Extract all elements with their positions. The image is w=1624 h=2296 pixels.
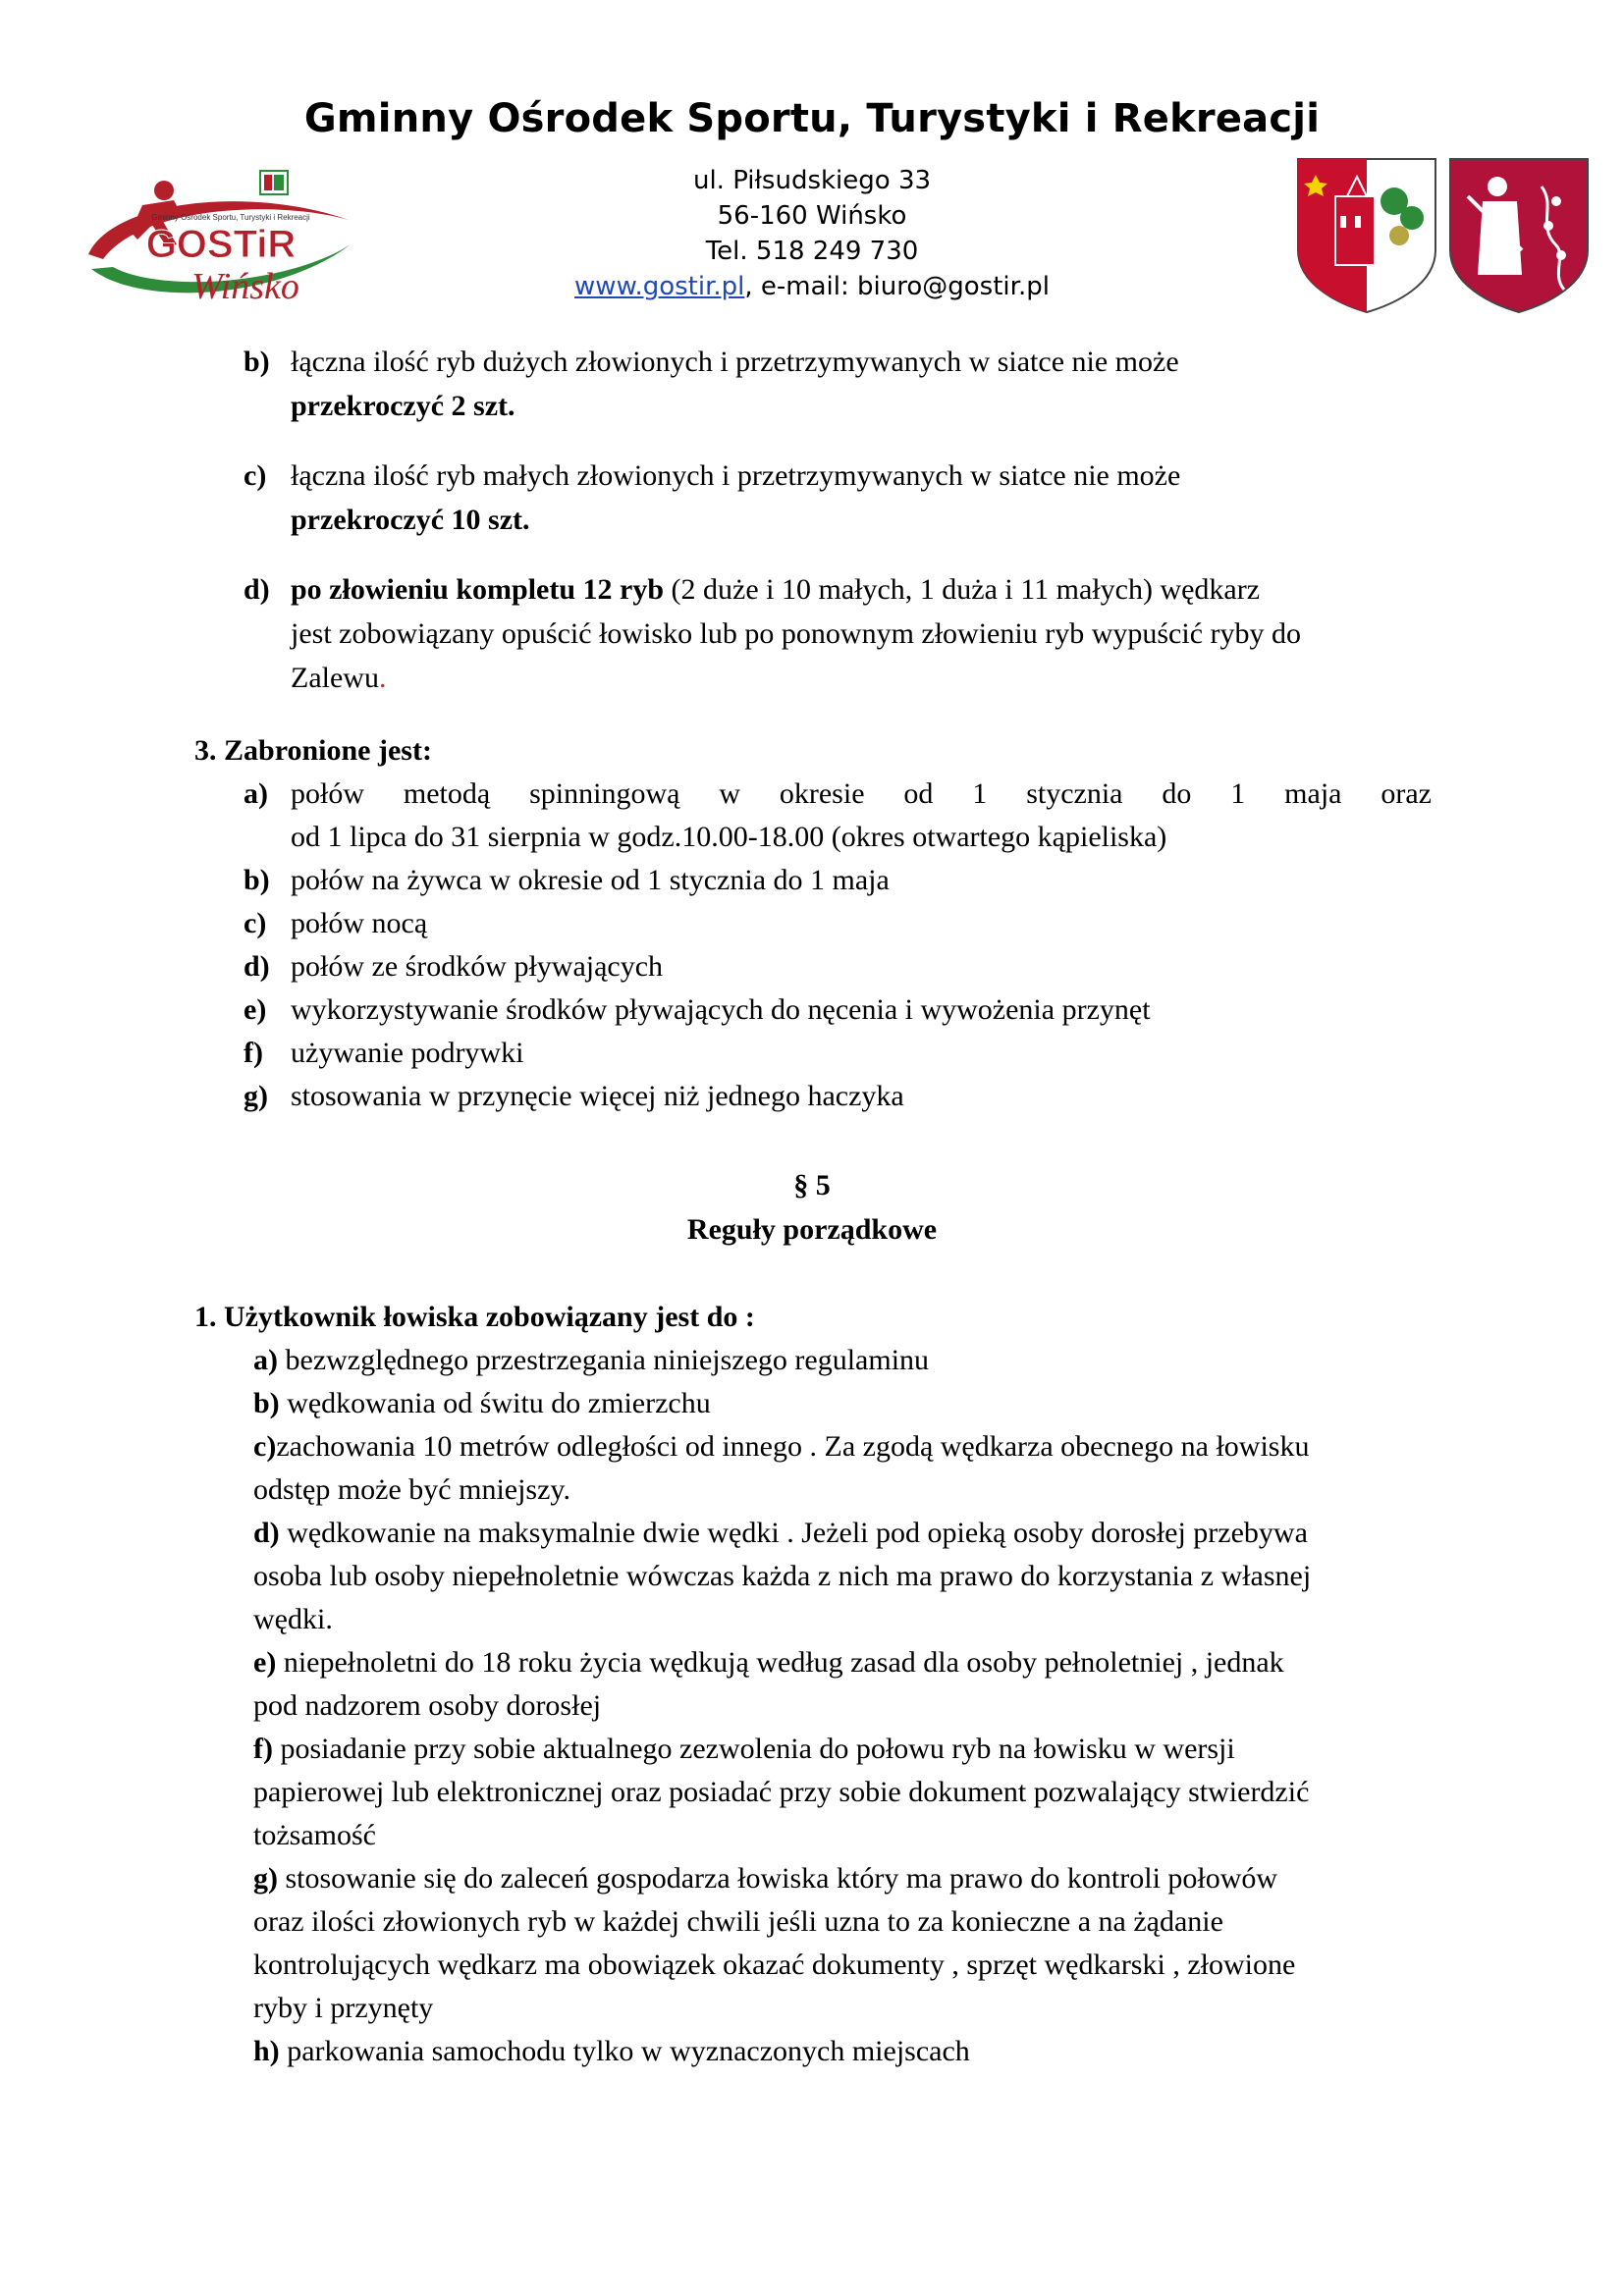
prohibited-heading: 3. Zabronione jest: [194,734,432,767]
rule-b-label: b) [253,1387,280,1419]
city: 56-160 Wińsko [717,201,907,231]
prohibited-item-c-label: c) [244,907,267,939]
item-b-text: łączna ilość ryb dużych złowionych i przetrzymywanych w siatce nie może [291,346,1179,378]
rule-g-label: g) [253,1862,278,1895]
item-b-line2: przekroczyć 2 szt. [291,390,515,422]
rule-g-line2: oraz ilości złowionych ryb w każdej chwili jeśli uzna to za konieczne a na żądanie [253,1905,1223,1938]
item-d-line3 [291,657,386,700]
prohibited-item-e-label: e) [244,993,267,1026]
rule-d-label: d) [253,1517,280,1549]
prohibited-item-d-text: połów ze środków pływających [291,950,664,983]
prohibited-item-c [244,902,427,945]
rule-e-text1: niepełnoletni do 18 roku życia wędkują według zasad dla osoby pełnoletniej , jednak [276,1646,1284,1679]
section-title: Reguły porządkowe [686,1213,938,1246]
section-number: § 5 [793,1169,831,1201]
item-b-label: b) [244,346,270,378]
prohibited-item-g-text: stosowania w przynęcie więcej niż jednego haczyka [291,1080,904,1112]
rule-b [253,1382,711,1425]
item-d-bold: po złowieniu kompletu 12 ryb [291,573,665,606]
rule-f-line3: tożsamość [253,1819,376,1851]
rule-g-line4: ryby i przynęty [253,1992,434,2024]
prohibited-item-f-label: f) [244,1037,263,1069]
rule-g-line1 [253,1857,1277,1900]
prohibited-item-a-label: a) [244,777,268,810]
prohibited-item-b-label: b) [244,864,270,896]
item-d-line3-text: Zalewu [291,662,379,694]
rule-g-text1: stosowanie się do zaleceń gospodarza łowiska który ma prawo do kontroli połowów [278,1862,1278,1895]
rule-c-line1 [253,1425,1309,1468]
rule-c-line2: odstęp może być mniejszy. [253,1473,570,1506]
item-d-label: d) [244,573,270,606]
prohibited-item-g-label: g) [244,1080,268,1112]
rule-a-text: bezwzględnego przestrzegania niniejszego regulaminu [278,1344,930,1376]
rule-f-label: f) [253,1733,273,1765]
rule-f-line2: papierowej lub elektronicznej oraz posiadać przy sobie dokument pozwalający stwierdzić [253,1776,1310,1808]
logo-brand: GOSTiR [145,223,297,266]
prohibited-item-f [244,1032,523,1075]
logo-town: Wińsko [191,266,299,307]
rule-h [253,2030,970,2073]
rule-d-line3: wędki. [253,1603,333,1635]
rule-c-label: c) [253,1430,277,1463]
item-d-line2: jest zobowiązany opuścić łowisko lub po ponownym złowieniu ryb wypuścić ryby do [291,617,1301,650]
prohibited-item-a-text: połów metodą spinningową w okresie od 1 stycznia do 1 maja oraz [291,777,1432,810]
rule-c-text1: zachowania 10 metrów odległości od innego . Za zgodą wędkarza obecnego na łowisku [276,1430,1310,1463]
logo-tagline: Gminny Ośrodek Sportu, Turystyki i Rekreacji [151,213,310,222]
prohibited-item-f-text: używanie podrywki [291,1037,524,1069]
rule-e-label: e) [253,1646,277,1679]
gostir-logo-icon [83,161,358,313]
item-b-line1 [244,341,1179,384]
town-tower-crest-icon [1298,159,1435,312]
org-name: Gminny Ośrodek Sportu, Turystyki i Rekreacji [303,96,1321,141]
website-link[interactable]: www.gostir.pl [574,272,745,301]
prohibited-item-a-line2: od 1 lipca do 31 sierpnia w godz.10.00-18.00 (okres otwartego kąpieliska) [291,821,1167,853]
rule-e-line2: pod nadzorem osoby dorosłej [253,1689,602,1722]
item-c-label: c) [244,459,267,492]
section5-heading: 1. Użytkownik łowiska zobowiązany jest do : [194,1301,755,1333]
rule-g-line3: kontrolujących wędkarz ma obowiązek okazać dokumenty , sprzęt wędkarski , złowione [253,1949,1296,1981]
prohibited-item-d [244,945,663,988]
coats-of-arms [1296,157,1591,314]
item-d-dot: . [378,662,387,694]
prohibited-item-c-text: połów nocą [291,907,428,939]
prohibited-item-d-label: d) [244,950,270,983]
street: ul. Piłsudskiego 33 [692,166,932,195]
prohibited-item-e [244,988,1151,1032]
rule-b-text: wędkowania od świtu do zmierzchu [279,1387,711,1419]
rule-d-text1: wędkowanie na maksymalnie dwie wędki . Jeżeli pod opieką osoby dorosłej przebywa [279,1517,1308,1549]
rule-a [253,1339,929,1382]
rule-e-line1 [253,1641,1284,1684]
item-c-line1 [244,454,1180,498]
rule-h-text: parkowania samochodu tylko w wyznaczonych miejscach [279,2035,970,2067]
item-c-text: łączna ilość ryb małych złowionych i przetrzymywanych w siatce nie może [291,459,1181,492]
rule-a-label: a) [253,1344,278,1376]
phone: Tel. 518 249 730 [705,237,919,266]
rule-d-line1 [253,1512,1308,1555]
email-text: , e-mail: biuro@gostir.pl [744,272,1050,301]
rule-d-line2: osoba lub osoby niepełnoletnie wówczas każda z nich ma prawo do korzystania z własnej [253,1560,1312,1592]
item-d-line1 [244,568,1260,612]
item-c-line2: przekroczyć 10 szt. [291,504,530,536]
prohibited-item-g [244,1075,904,1118]
prohibited-item-e-text: wykorzystywanie środków pływających do nęcenia i wywożenia przynęt [291,993,1151,1026]
rule-f-line1 [253,1728,1235,1771]
rule-f-text1: posiadanie przy sobie aktualnego zezwolenia do połowu ryb na łowisku w wersji [272,1733,1235,1765]
knight-crest-icon [1450,159,1588,312]
prohibited-item-b-text: połów na żywca w okresie od 1 stycznia do 1 maja [291,864,890,896]
rule-h-label: h) [253,2035,280,2067]
prohibited-item-b [244,859,890,902]
prohibited-item-a [244,773,1432,816]
item-d-rest: (2 duże i 10 małych, 1 duża i 11 małych) wędkarz [664,573,1261,606]
